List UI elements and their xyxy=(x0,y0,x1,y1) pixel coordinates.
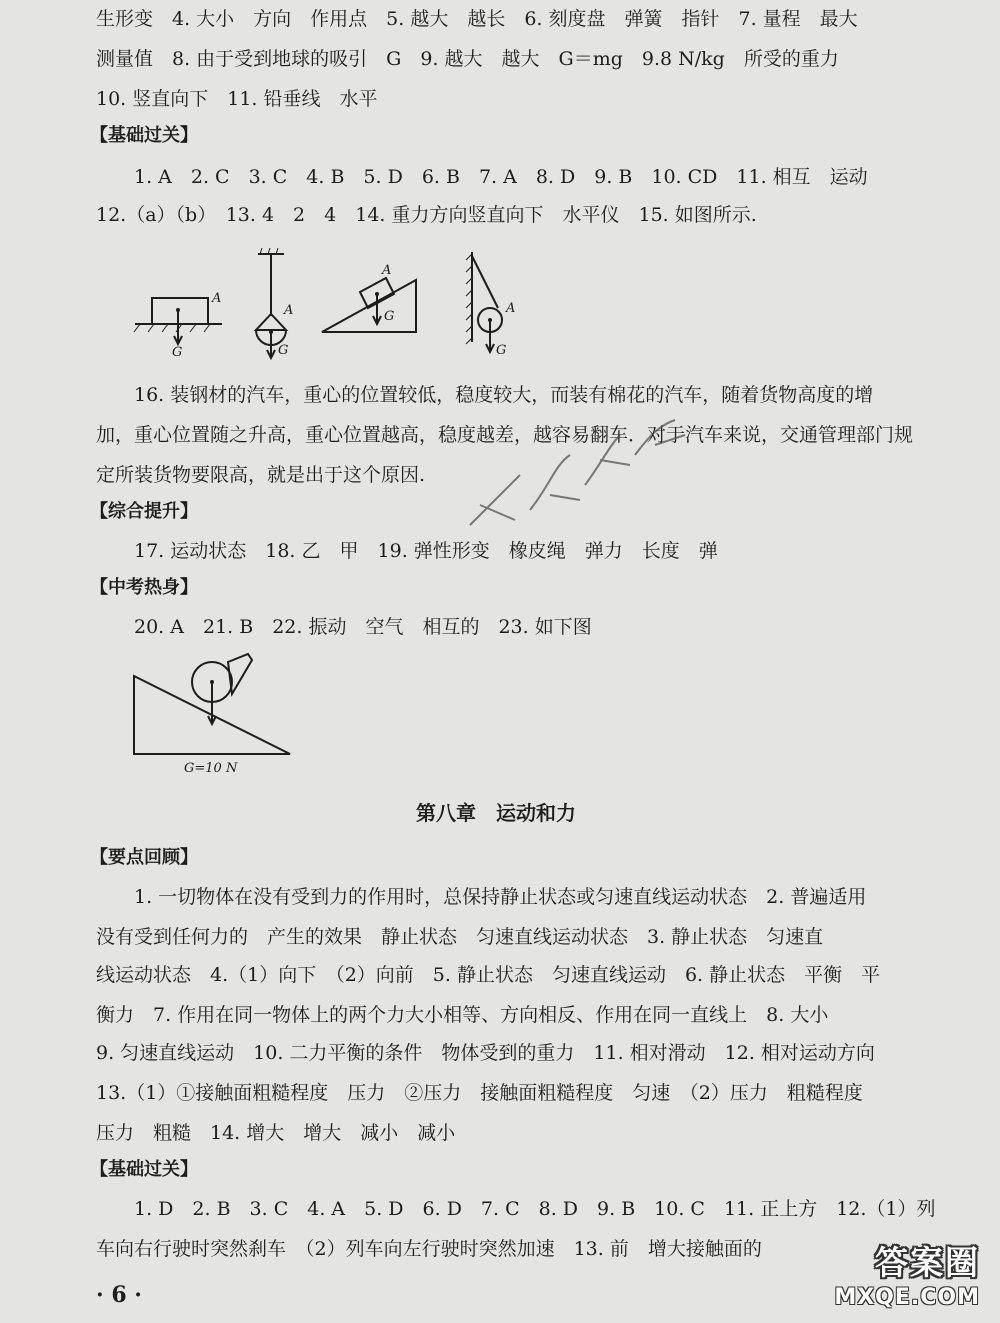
answer-text: 12.（a）（b） 13. 4 2 4 14. 重力方向竖直向下 水平仪 15. 如图所示. xyxy=(96,204,757,226)
section-heading-exam: 【中考热身】 xyxy=(90,577,198,598)
answer-text: 线运动状态 4.（1）向下 （2）向前 5. 静止状态 匀速直线运动 6. 静止状态 平衡 平 xyxy=(96,964,881,986)
center-of-gravity xyxy=(488,318,492,322)
center-of-gravity xyxy=(176,308,180,312)
watermark-url: MXQE.COM xyxy=(834,1285,980,1310)
answer-text: 1. D 2. B 3. C 4. A 5. D 6. D 7. C 8. D 9. B 10. C 11. 正上方 12.（1）列 xyxy=(134,1198,936,1220)
label-A: A xyxy=(506,301,516,316)
answer-line xyxy=(96,84,378,114)
answer-line xyxy=(134,612,592,642)
answer-text: 20. A 21. B 22. 振动 空气 相互的 23. 如下图 xyxy=(134,616,592,638)
figure-q15 xyxy=(130,242,550,377)
answer-text: 车向右行驶时突然刹车 （2）列车向左行驶时突然加速 13. 前 增大接触面的 xyxy=(96,1238,762,1260)
answer-text: 9. 匀速直线运动 10. 二力平衡的条件 物体受到的重力 11. 相对滑动 12. 相对运动方向 xyxy=(96,1042,875,1064)
answer-line xyxy=(96,1118,455,1148)
answer-line xyxy=(96,460,425,490)
section-heading-basic: 【基础过关】 xyxy=(90,125,198,146)
answer-text: 加，重心位置随之升高，重心位置越高，稳度越差，越容易翻车．对于汽车来说，交通管理部门规 xyxy=(96,424,914,446)
figure-q23 xyxy=(130,648,300,778)
center-of-gravity xyxy=(269,330,273,334)
diagram-block-on-incline xyxy=(322,278,416,332)
label-G: G xyxy=(384,309,395,324)
figure-caption: G=10 N xyxy=(184,761,238,776)
answer-text: 1. A 2. C 3. C 4. B 5. D 6. B 7. A 8. D 9. B 10. CD 11. 相互 运动 xyxy=(134,166,868,188)
answer-text: 13.（1）①接触面粗糙程度 压力 ②压力 接触面粗糙程度 匀速 （2）压力 粗糙程度 xyxy=(96,1082,863,1104)
center-of-gravity xyxy=(210,680,214,684)
section-heading-review: 【要点回顾】 xyxy=(90,847,198,868)
section-heading-comprehensive: 【综合提升】 xyxy=(90,501,198,522)
chapter-title: 第八章 运动和力 xyxy=(416,801,576,825)
diagram-hanging-object xyxy=(256,248,289,358)
answer-text: 16. 装钢材的汽车，重心的位置较低，稳度较大，而装有棉花的汽车，随着货物高度的增 xyxy=(134,384,874,406)
answer-line xyxy=(134,536,718,566)
answer-line xyxy=(134,882,866,912)
answer-text: 10. 竖直向下 11. 铅垂线 水平 xyxy=(96,88,378,110)
answer-line xyxy=(96,960,880,990)
label-G: G xyxy=(278,343,289,358)
label-A: A xyxy=(284,303,294,318)
watermark-logo xyxy=(806,1243,988,1315)
answer-line xyxy=(96,1234,762,1264)
answer-text: 定所装货物要限高，就是出于这个原因. xyxy=(96,464,426,486)
label-G: G xyxy=(496,343,507,358)
diagram-block-on-floor xyxy=(134,298,222,344)
center-of-gravity xyxy=(375,292,379,296)
answer-line xyxy=(134,162,868,192)
answer-text: 没有受到任何力的 产生的效果 静止状态 匀速直线运动状态 3. 静止状态 匀速直 xyxy=(96,926,824,948)
answer-line xyxy=(96,922,823,952)
diagram-ball-against-wall xyxy=(466,252,502,352)
answer-text: 压力 粗糙 14. 增大 增大 减小 减小 xyxy=(96,1122,456,1144)
answer-line xyxy=(96,1078,863,1108)
label-A: A xyxy=(382,263,392,278)
answer-text: 1. 一切物体在没有受到力的作用时，总保持静止状态或匀速直线运动状态 2. 普遍适用 xyxy=(134,886,867,908)
answer-text: 17. 运动状态 18. 乙 甲 19. 弹性形变 橡皮绳 弹力 长度 弹 xyxy=(134,540,718,562)
label-G: G xyxy=(172,345,183,360)
watermark-text: 答案圈 xyxy=(875,1243,980,1282)
answer-line xyxy=(96,200,757,230)
answer-line xyxy=(96,44,839,74)
answer-line xyxy=(96,4,858,34)
answer-line xyxy=(96,1038,875,1068)
section-heading-basic-2: 【基础过关】 xyxy=(90,1159,198,1180)
answer-text: 测量值 8. 由于受到地球的吸引 G 9. 越大 越大 G＝mg 9.8 N/kg 所受的重力 xyxy=(96,48,839,70)
answer-text: 生形变 4. 大小 方向 作用点 5. 越大 越长 6. 刻度盘 弹簧 指针 7. 量程 最大 xyxy=(96,8,858,30)
answer-line xyxy=(134,1194,936,1224)
page-number: · 6 · xyxy=(96,1282,142,1308)
answer-line xyxy=(96,1000,828,1030)
label-A: A xyxy=(212,291,222,306)
answer-text: 衡力 7. 作用在同一物体上的两个力大小相等、方向相反、作用在同一直线上 8. 大小 xyxy=(96,1004,829,1026)
handwriting-scribble xyxy=(460,405,700,545)
baffle-plate xyxy=(228,654,252,694)
